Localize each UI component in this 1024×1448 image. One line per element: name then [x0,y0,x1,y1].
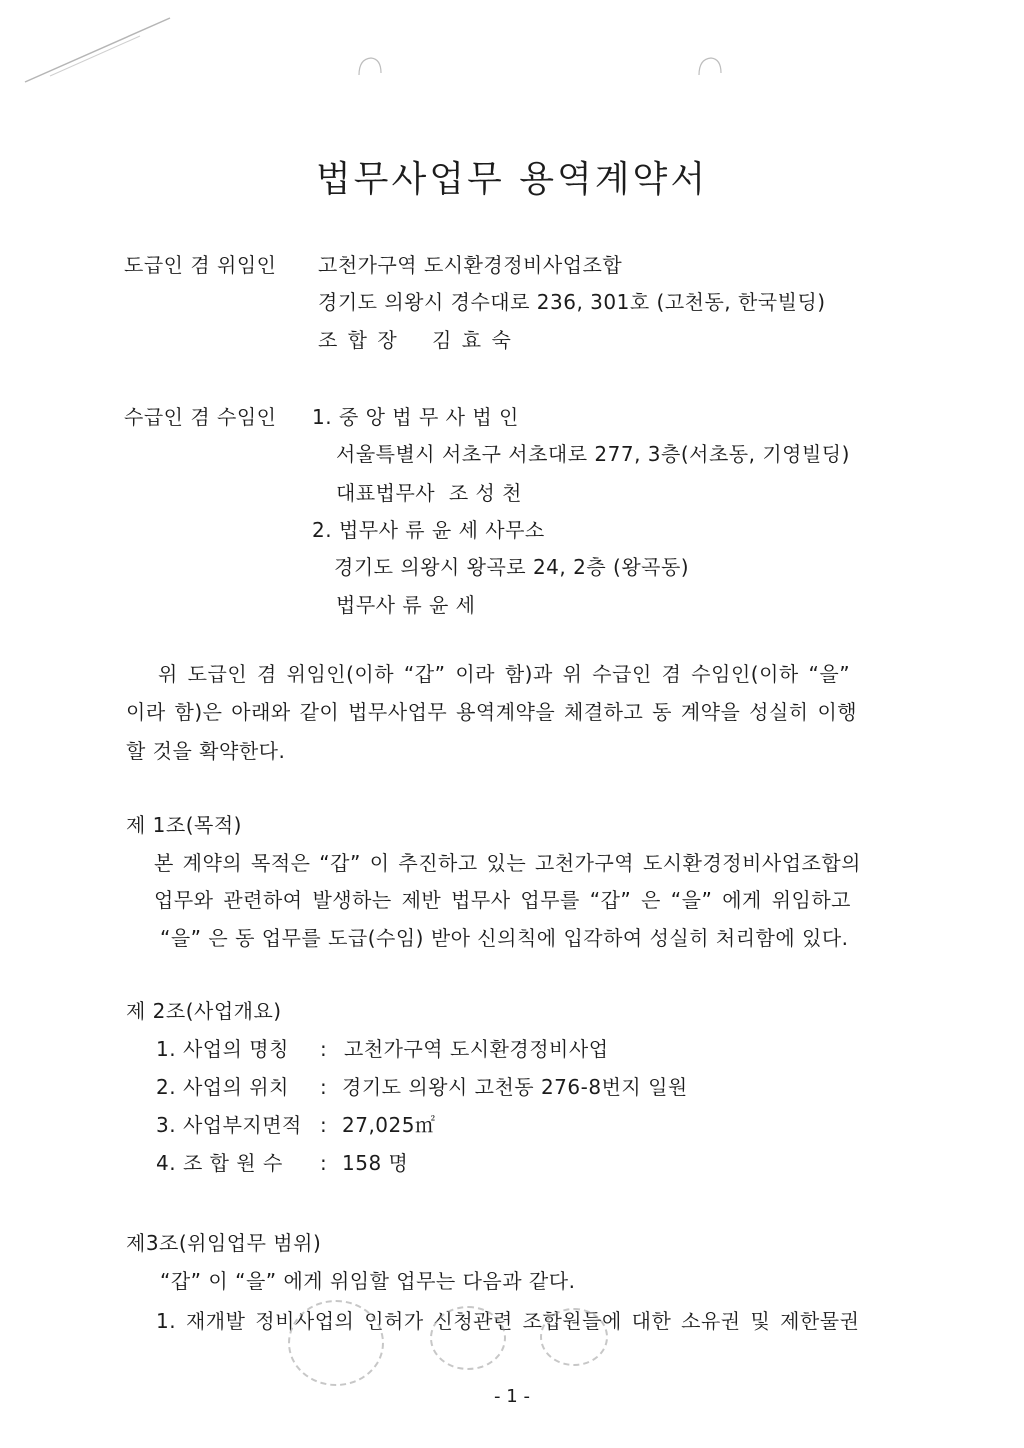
overview-colon: : [320,1075,328,1099]
punch-hole-right-mark [695,55,725,77]
overview-value-area: 27,025㎡ [342,1113,436,1137]
overview-value-members: 158 명 [342,1151,409,1175]
party-a-name: 고천가구역 도시환경정비사업조합 [318,253,623,277]
overview-colon: : [320,1151,328,1175]
preamble-line-1: 위 도급인 겸 위임인(이하 “갑” 이라 함)과 위 수급인 겸 수임인(이하 “을” [158,662,851,686]
seal-impression-left [288,1300,384,1386]
overview-value-name: 고천가구역 도시환경정비사업 [344,1037,609,1061]
overview-colon: : [320,1037,328,1061]
article-1-heading: 제 1조(목적) [126,813,242,837]
preamble-line-2: 이라 함)은 아래와 같이 법무사업무 용역계약을 체결하고 동 계약을 성실히 이행 [126,700,858,724]
article-1-line-2: 업무와 관련하여 발생하는 제반 법무사 업무를 “갑” 은 “을” 에게 위임하고 [154,888,851,912]
page-number: - 1 - [494,1386,530,1407]
party-b-label: 수급인 겸 수임인 [124,405,277,429]
firm1-representative: 대표법무사 조 성 천 [336,481,522,505]
overview-label-members: 4. 조 합 원 수 [156,1151,283,1175]
article-1-line-1: 본 계약의 목적은 “갑” 이 추진하고 있는 고천가구역 도시환경정비사업조합의 [154,851,862,875]
article-2-heading: 제 2조(사업개요) [126,999,282,1023]
firm1-name: 1. 중 앙 법 무 사 법 인 [312,405,519,429]
firm1-address: 서울특별시 서초구 서초대로 277, 3층(서초동, 기영빌딩) [336,442,850,466]
document-title: 법무사업무 용역계약서 [315,159,709,200]
seal-impression-right [540,1308,608,1366]
firm2-address: 경기도 의왕시 왕곡로 24, 2층 (왕곡동) [334,555,690,579]
article-1-line-3: “을” 은 동 업무를 도급(수임) 받아 신의칙에 입각하여 성실히 처리함에 있다. [160,926,849,950]
firm2-representative: 법무사 류 윤 세 [336,593,476,617]
article-3-heading: 제3조(위임업무 범위) [126,1231,322,1255]
seal-impression-middle [430,1306,506,1370]
party-a-label: 도급인 겸 위임인 [124,253,277,277]
punch-hole-left-mark [355,55,385,77]
overview-value-location: 경기도 의왕시 고천동 276-8번지 일원 [342,1075,688,1099]
scan-streak-mark [20,10,180,90]
overview-label-name: 1. 사업의 명칭 [156,1037,289,1061]
article-3-item-1: 1. 재개발 정비사업의 인허가 신청관련 조합원들에 대한 소유권 및 제한물권 [156,1309,860,1333]
preamble-line-3: 할 것을 확약한다. [126,739,286,763]
party-a-address: 경기도 의왕시 경수대로 236, 301호 (고천동, 한국빌딩) [318,290,826,314]
firm2-name: 2. 법무사 류 윤 세 사무소 [312,518,545,542]
article-3-intro: “갑” 이 “을” 에게 위임할 업무는 다음과 같다. [160,1269,576,1293]
party-a-representative: 조 합 장 김 효 숙 [318,328,513,352]
overview-label-location: 2. 사업의 위치 [156,1075,289,1099]
overview-colon: : [320,1113,328,1137]
overview-label-area: 3. 사업부지면적 [156,1113,302,1137]
